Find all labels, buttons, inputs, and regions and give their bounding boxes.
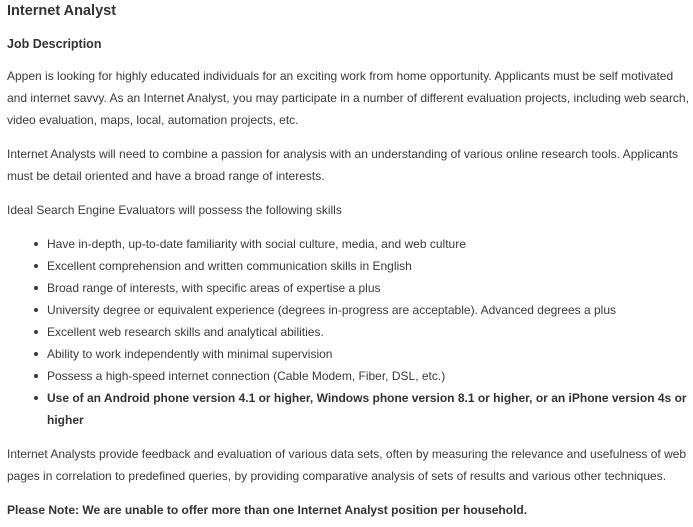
bullet-icon	[34, 264, 38, 268]
combine-paragraph: Internet Analysts will need to combine a passion for analysis with an understanding of various online research tools. Applicants must be detail oriented and have a broad range of interests.	[7, 147, 679, 183]
list-item	[47, 233, 693, 255]
bullet-icon	[34, 396, 38, 400]
bullet-icon	[34, 286, 38, 290]
job-description-heading: Job Description	[7, 37, 102, 51]
bullet-icon	[34, 242, 38, 246]
list-item	[47, 321, 693, 343]
skill-text: Possess a high-speed internet connection (Cable Modem, Fiber, DSL, etc.)	[47, 369, 446, 383]
bullet-icon	[34, 330, 38, 334]
list-item-device-requirement	[47, 387, 693, 431]
skill-text: Broad range of interests, with specific areas of expertise a plus	[47, 281, 381, 295]
skills-intro-paragraph: Ideal Search Engine Evaluators will possess the following skills	[7, 203, 342, 217]
list-item	[47, 299, 693, 321]
list-item	[47, 255, 693, 277]
household-note: Please Note: We are unable to offer more than one Internet Analyst position per household.	[7, 503, 528, 517]
skill-text: Excellent comprehension and written communication skills in English	[47, 259, 412, 273]
skill-text: Excellent web research skills and analytical abilities.	[47, 325, 324, 339]
bullet-icon	[34, 308, 38, 312]
skill-text: Have in-depth, up-to-date familiarity with social culture, media, and web culture	[47, 237, 466, 251]
page-title: Internet Analyst	[7, 3, 117, 19]
list-item	[47, 343, 693, 365]
skill-text: Use of an Android phone version 4.1 or higher, Windows phone version 8.1 or higher, or an iPhone version 4s or higher	[47, 391, 687, 427]
skill-text: University degree or equivalent experience (degrees in-progress are acceptable). Advanced degrees a plus	[47, 303, 616, 317]
list-item	[47, 365, 693, 387]
feedback-paragraph: Internet Analysts provide feedback and evaluation of various data sets, often by measuring the relevance and usefulness of web pages in correlation to predefined queries, by providing comparative analysis of sets of results and various other techniques.	[7, 447, 687, 483]
skill-text: Ability to work independently with minimal supervision	[47, 347, 333, 361]
intro-paragraph: Appen is looking for highly educated individuals for an exciting work from home opportunity. Applicants must be self motivated and internet savvy. As an Internet Analyst, you may participate in a number of different evaluation projects, including web search, video evaluation, maps, local, automation projects, etc.	[7, 69, 689, 127]
skills-list	[7, 233, 693, 431]
bullet-icon	[34, 374, 38, 378]
list-item	[47, 277, 693, 299]
bullet-icon	[34, 352, 38, 356]
